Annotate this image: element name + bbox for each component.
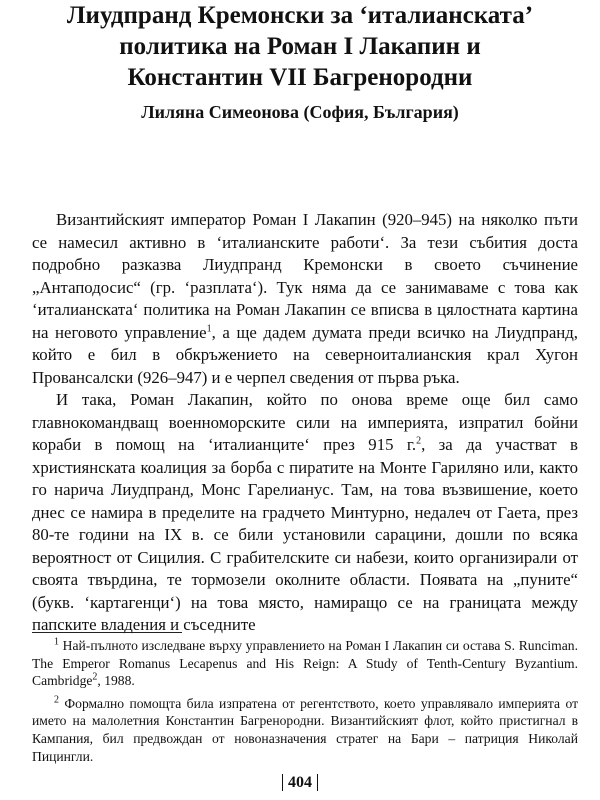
- footnote-ref[interactable]: 1: [206, 322, 212, 334]
- footnote-ref[interactable]: 2: [416, 435, 422, 447]
- footnotes: [32, 637, 578, 770]
- paragraph-text: , за да участват в християнската коалиция за борба с пиратите на Монте Гариляно или, както го нарича Лиудпранд, Монс Гарелианус. Там, на това възвишение, което днес се намира в пределите на градчето Минтурно, недалеч от Гаета, през 80-те години на IX в. се били установили сарацини, дошли по всяка вероятност от Сицилия. С грабителските си набези, които организирали от своята твърдина, те тормозели околните области. Появата на „пуните“ (букв. ‘картагенци‘) на това място, намиращо се на границата между папските владения и съседните: [32, 435, 578, 634]
- article-body: [32, 209, 578, 637]
- page-number: [0, 774, 600, 792]
- title-line: политика на Роман I Лакапин и: [119, 33, 481, 60]
- paragraph-text: , а ще дадем думата преди всичко на Лиудпранд, който е бил в обкръжението на северноиталианския крал Хугон Провансалски (926–947) и е черпел сведения от първа ръка.: [32, 322, 578, 387]
- footnote-text: Най-пълното изследване върху управлението на Роман I Лакапин си остава S. Runciman. The Emperor Romanus Lecapenus and His Reign: A Study of Tenth-Century Byzantium. Cambridge: [32, 638, 578, 689]
- title-line: Константин VII Багренородни: [127, 64, 473, 91]
- footnote-number: 2: [54, 694, 59, 706]
- footnote-superscript: 2: [92, 671, 98, 683]
- article-author: Лиляна Симеонова (София, България): [141, 102, 459, 122]
- footnote-text: , 1988.: [97, 673, 135, 689]
- footnote-text: Формално помощта била изпратена от регентството, което управлявало империята от името на малолетния Константин Багренородни. Византийският флот, който пристигнал в Кампания, бил предвождан от новоназначения стратег на Бари – патриция Николай Пицингли.: [32, 695, 579, 764]
- footnote: [32, 695, 578, 765]
- footnote-divider: [32, 632, 182, 633]
- footnote: [32, 637, 578, 690]
- paragraph: [32, 209, 578, 389]
- paragraph: [32, 389, 578, 637]
- paragraph-text: Византийският император Роман I Лакапин (920–945) на няколко пъти се намесил активно в ‘италианските работи‘. За тези събития доста подробно разказва Лиудпранд Кремонски в своето съчинение „Антаподосис“ (гр. ‘разплата‘). Тук няма да се занимаваме с това как ‘италианската‘ политика на Роман Лакапин се вписва в цялостната картина на неговото управление: [32, 210, 578, 342]
- article-title: [20, 0, 580, 93]
- page-number-value: 404: [282, 774, 318, 791]
- title-line: Лиудпранд Кремонски за ‘италианската’: [66, 2, 534, 29]
- paragraph-text: И така, Роман Лакапин, който по онова време още бил само главнокомандващ военноморските сили на империята, изпратил бойни кораби в помощ на ‘италианците‘ през 915 г.: [32, 390, 578, 454]
- footnote-number: 1: [54, 636, 59, 648]
